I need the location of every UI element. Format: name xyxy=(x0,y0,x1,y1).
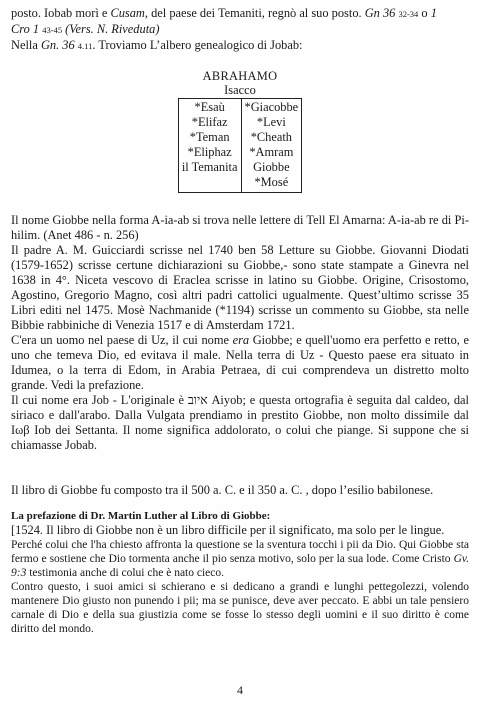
bible-reference: 1 xyxy=(430,6,437,20)
bible-reference: Gn. 36 xyxy=(40,38,75,52)
paragraph-name xyxy=(11,393,469,453)
paragraph-amarna: Il nome Giobbe nella forma A-ia-ab si trova nelle lettere di Tell El Amarna: A-ia-ab re di Pi-hilim. (Anet 486 - n. 256) xyxy=(11,213,469,242)
paragraph-run: Giobbe; e quell'uomo era perfetto e retto, e uno che temeva Dio, ed evitava il male. Nella terra di Uz - Questo paese era situato in Idumea, o la terra di Edom, in Arabia Petraea, di cui comprendeva un distretto molto grande. Vedi la prefazione. xyxy=(11,333,469,392)
verse-range: 32-34 xyxy=(398,9,419,19)
genealogy-table xyxy=(178,98,302,193)
genealogy-entry: *Mosé xyxy=(254,175,289,189)
bible-reference: Gn 36 xyxy=(364,6,396,20)
genealogy-left-column xyxy=(178,99,241,193)
genealogy-entry: *Giacobbe xyxy=(244,100,299,114)
intro-text-run: . Troviamo L’albero genealogico di Jobab: xyxy=(92,38,303,52)
genealogy-entry: *Levi xyxy=(256,115,286,129)
intro-italic-run: Cusam xyxy=(110,6,145,20)
genealogy-tree xyxy=(11,69,469,193)
intro-text-run: Nella xyxy=(11,38,41,52)
verse-range: 4.11 xyxy=(77,41,93,51)
intro-text-run: posto. Iobab morì e xyxy=(11,6,111,20)
genealogy-entry: *Cheath xyxy=(250,130,292,144)
intro-text xyxy=(11,6,469,54)
intro-text-run: , del paese dei Temaniti, regnò al suo posto. xyxy=(144,6,365,20)
genealogy-right-column xyxy=(241,99,302,193)
intro-text-run: o xyxy=(418,6,431,20)
paragraph-run: Aiyob; e questa ortografia è seguita dal caldeo, dal siriaco e dall'arabo. Dalla Vulgata prendiamo in prestito Giobbe, non molto dissimile dal Ιωβ Iob dei Settanta. Il nome significa addolorato, o colui che piange. Si suppone che si chiamasse Jobab. xyxy=(11,393,469,452)
genealogy-entry: *Teman xyxy=(189,130,230,144)
paragraph-dating: Il libro di Giobbe fu composto tra il 500 a. C. e il 350 a. C. , dopo l’esilio babilonese. xyxy=(11,483,434,497)
tree-child: Isacco xyxy=(224,83,256,97)
page-number: 4 xyxy=(237,683,243,697)
paragraph-run: C'era un uomo nel paese di Uz, il cui nome xyxy=(11,333,233,347)
spacer xyxy=(11,453,469,483)
italic-run: era xyxy=(232,333,250,347)
paragraph-run: Perché colui che l'ha chiesto affronta la questione se la sventura tocchi i pii da Dio. Qui Giobbe sta fermo e sostiene che Dio tormenta anche il pio senza motivo, solo per la sua lode. Come Cristo xyxy=(11,539,469,565)
genealogy-entry: *Esaù xyxy=(194,100,225,114)
paragraph-run: Il cui nome era Job - L'originale è xyxy=(11,393,188,407)
paragraph-commentators: Il padre A. M. Guicciardi scrisse nel 1740 ben 58 Letture su Giobbe. Giovanni Diodati (1579-1652) scrisse certune dichiarazioni su Giobbe,- sono state stampate a Ginevra nel 1638 in 4°. Niceta vescovo di Eraclea scrisse in latino su Giobbe. Origine, Crisostomo, Agostino, Gregorio Magno, così altri padri cattolici ugualmente. Quest’ultimo scrisse 35 Libri editi nel 1475. Mosè Nachmanide (*1194) scrisse un commento su Giobbe, sta nelle Bibbie rabbiniche di Venezia 1517 e di Amsterdam 1721. xyxy=(11,243,469,332)
tree-root: ABRAHAMO xyxy=(202,69,278,83)
bible-reference: Cro 1 xyxy=(11,22,40,36)
paragraph-run: testimonia anche di colui che è nato cieco. xyxy=(26,567,224,579)
hebrew-word: איוב xyxy=(187,393,208,407)
genealogy-entry: *Amram xyxy=(249,145,294,159)
genealogy-entry: il Temanita xyxy=(181,160,238,174)
bible-reference: Gv. 9:3 xyxy=(11,553,469,579)
preface-paragraph: Contro questo, i suoi amici si schierano e si dedicano a grandi e lunghi pettegolezzi, volendo mantenere Dio giusto non punendo i pii; ma se punisce, deve aver peccato. E abbi un tale pensiero carnale di Dio e della sua giustizia come se fosse lo stesso degli uomini e il suo diritto è come diritto del mondo. xyxy=(11,581,469,635)
version-note: (Vers. N. Riveduta) xyxy=(62,22,160,36)
preface-first-line: [1524. Il libro di Giobbe non è un libro difficile per il significato, ma solo per le lingue. xyxy=(11,523,445,537)
genealogy-entry: Giobbe xyxy=(253,160,290,174)
verse-range: 43-45 xyxy=(42,25,63,35)
spacer xyxy=(11,193,469,213)
genealogy-entry: *Eliphaz xyxy=(187,145,232,159)
preface-title: La prefazione di Dr. Martin Luther al Libro di Giobbe: xyxy=(11,510,271,522)
preface-paragraph xyxy=(11,538,469,580)
paragraph-uz xyxy=(11,333,469,393)
genealogy-entry: *Elifaz xyxy=(191,115,228,129)
